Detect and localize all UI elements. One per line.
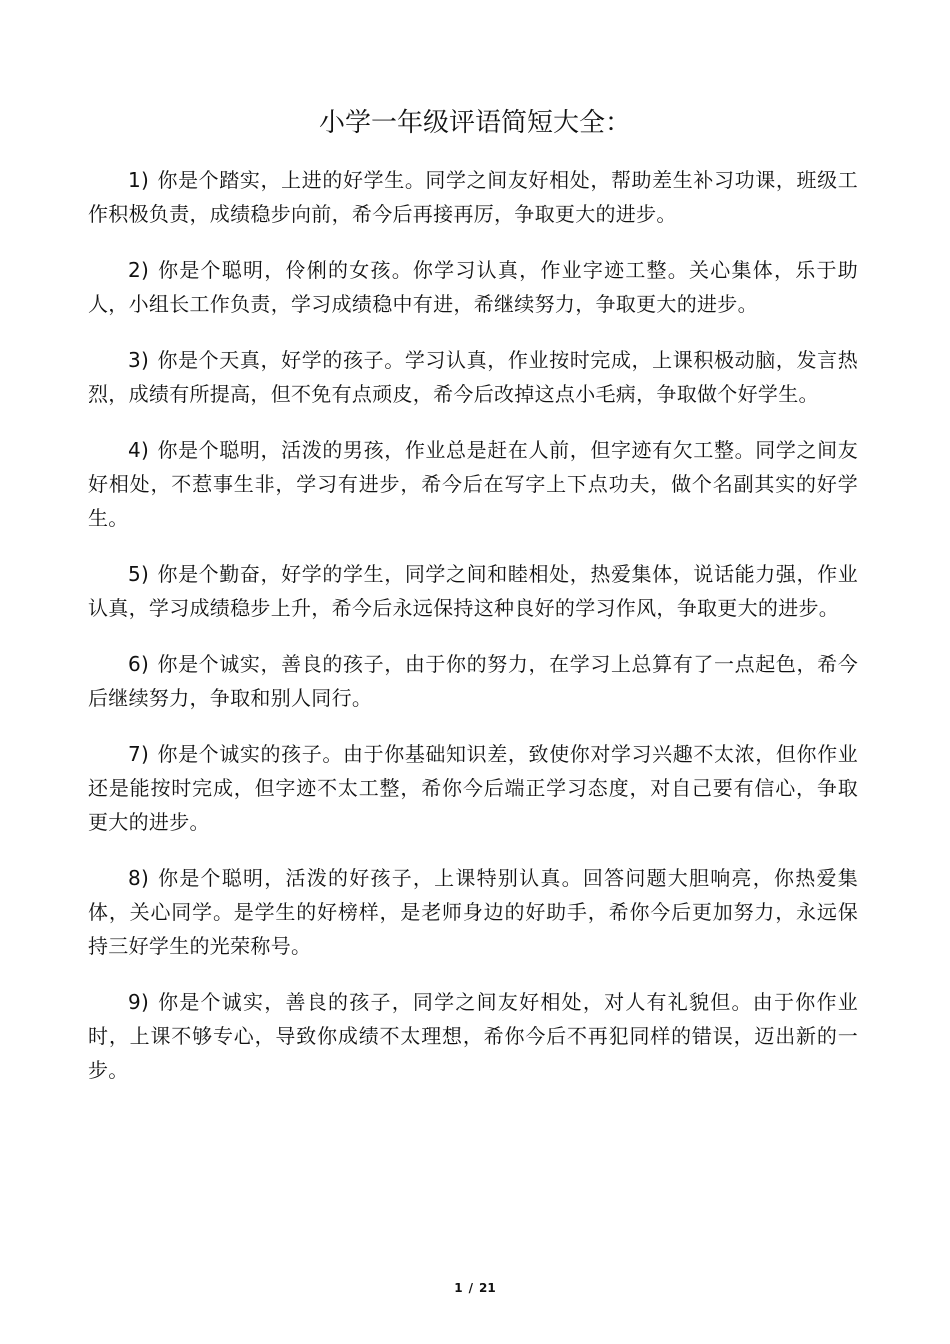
- list-item: [88, 163, 858, 231]
- list-item: [88, 557, 858, 625]
- list-item: [88, 253, 858, 321]
- list-item: [88, 737, 858, 839]
- item-number: 5): [128, 562, 150, 586]
- item-number: 2): [128, 258, 150, 282]
- page-total: 21: [479, 1281, 496, 1295]
- item-text: 你是个踏实，上进的好学生。同学之间友好相处，帮助差生补习功课，班级工作积极负责，成绩稳步向前，希今后再接再厉，争取更大的进步。: [88, 168, 858, 226]
- item-text: 你是个诚实的孩子。由于你基础知识差，致使你对学习兴趣不太浓，但你作业还是能按时完成，但字迹不太工整，希你今后端正学习态度，对自己要有信心，争取更大的进步。: [88, 742, 858, 834]
- page-number: [0, 1280, 950, 1296]
- item-text: 你是个诚实，善良的孩子，由于你的努力，在学习上总算有了一点起色，希今后继续努力，争取和别人同行。: [88, 652, 858, 710]
- item-number: 7): [128, 742, 150, 766]
- list-item: [88, 433, 858, 535]
- list-item: [88, 861, 858, 963]
- item-number: 4): [128, 438, 150, 462]
- item-text: 你是个诚实，善良的孩子，同学之间友好相处，对人有礼貌但。由于你作业时，上课不够专心，导致你成绩不太理想，希你今后不再犯同样的错误，迈出新的一步。: [88, 990, 858, 1082]
- item-text: 你是个聪明，伶俐的女孩。你学习认真，作业字迹工整。关心集体，乐于助人，小组长工作负责，学习成绩稳中有进，希继续努力，争取更大的进步。: [88, 258, 858, 316]
- item-number: 9): [128, 990, 150, 1014]
- page-current: 1: [454, 1281, 463, 1295]
- page-separator: /: [468, 1281, 474, 1295]
- page-title: 小学一年级评语简短大全：: [318, 108, 631, 138]
- item-text: 你是个天真，好学的孩子。学习认真，作业按时完成，上课积极动脑，发言热烈，成绩有所提高，但不免有点顽皮，希今后改掉这点小毛病，争取做个好学生。: [88, 348, 858, 406]
- item-text: 你是个勤奋，好学的学生，同学之间和睦相处，热爱集体，说话能力强，作业认真，学习成绩稳步上升，希今后永远保持这种良好的学习作风，争取更大的进步。: [88, 562, 858, 620]
- item-number: 1): [128, 168, 150, 192]
- list-item: [88, 343, 858, 411]
- item-number: 3): [128, 348, 150, 372]
- list-item: [88, 985, 858, 1087]
- comment-list: [88, 163, 858, 1109]
- item-text: 你是个聪明，活泼的男孩，作业总是赶在人前，但字迹有欠工整。同学之间友好相处，不惹事生非，学习有进步，希今后在写字上下点功夫，做个名副其实的好学生。: [88, 438, 858, 530]
- list-item: [88, 647, 858, 715]
- item-number: 8): [128, 866, 150, 890]
- item-text: 你是个聪明，活泼的好孩子，上课特别认真。回答问题大胆响亮，你热爱集体，关心同学。是学生的好榜样，是老师身边的好助手，希你今后更加努力，永远保持三好学生的光荣称号。: [88, 866, 858, 958]
- item-number: 6): [128, 652, 150, 676]
